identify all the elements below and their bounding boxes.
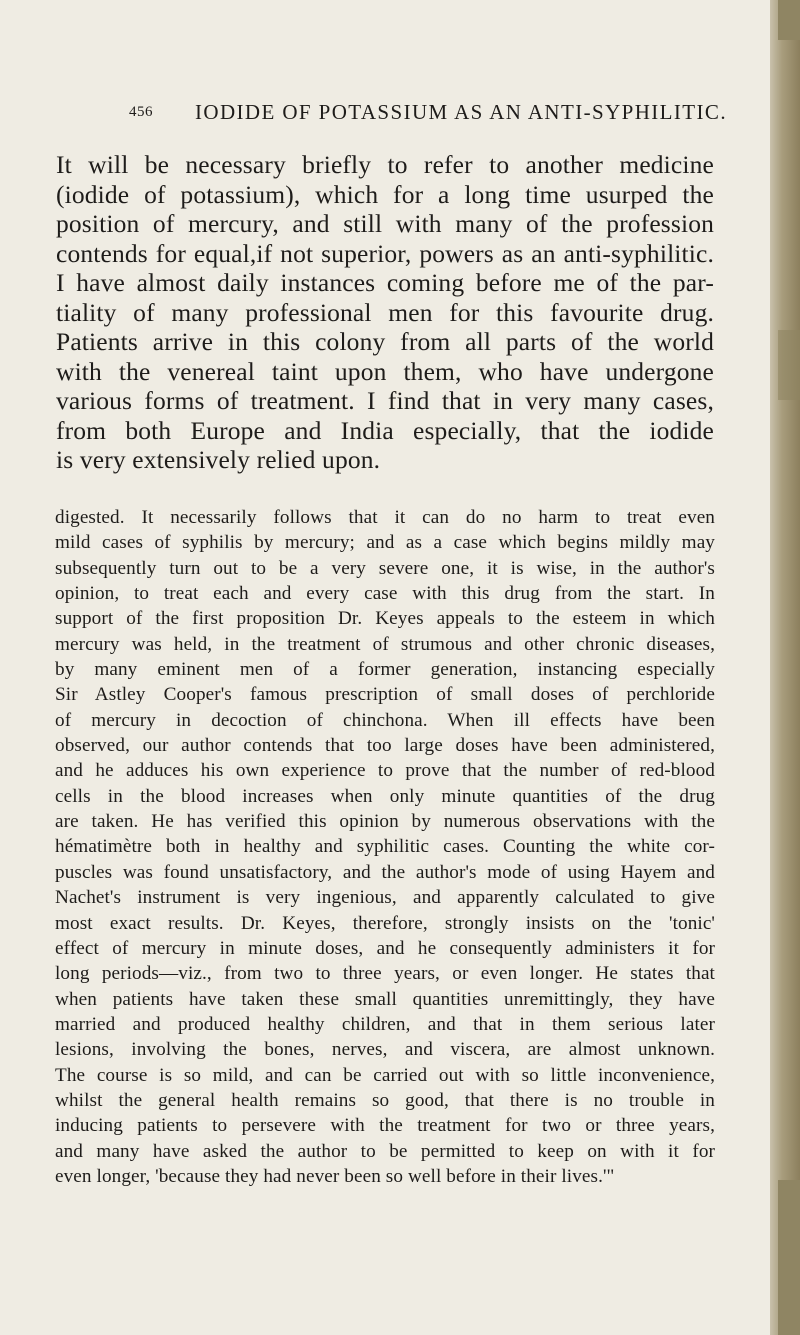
text-line: long periods—viz., from two to three years, or even longer. He states that bbox=[55, 963, 715, 985]
text-line: mild cases of syphilis by mercury; and as a case which begins mildly may bbox=[55, 532, 715, 554]
text-line: and many have asked the author to be permitted to keep on with it for bbox=[55, 1140, 715, 1162]
binding-shadow bbox=[778, 1180, 800, 1335]
text-line: hématimètre both in healthy and syphilitic cases. Counting the white cor- bbox=[55, 836, 715, 858]
text-line: support of the first proposition Dr. Keyes appeals to the esteem in which bbox=[55, 608, 715, 630]
text-line: even longer, 'because they had never been so well before in their lives.'" bbox=[55, 1165, 615, 1187]
text-line: I have almost daily instances coming before me of the par- bbox=[56, 268, 714, 297]
text-line: Nachet's instrument is very ingenious, and apparently calculated to give bbox=[55, 887, 715, 909]
binding-shadow bbox=[778, 330, 800, 400]
text-line: most exact results. Dr. Keyes, therefore, strongly insists on the 'tonic' bbox=[55, 912, 715, 934]
text-line: from both Europe and India especially, that the iodide bbox=[56, 415, 714, 445]
text-line: digested. It necessarily follows that it can do no harm to treat even bbox=[55, 507, 715, 528]
running-head: IODIDE OF POTASSIUM AS AN ANTI-SYPHILITIC. bbox=[195, 100, 727, 124]
page-edge-shadow bbox=[770, 0, 800, 1335]
text-line: opinion, to treat each and every case with this drug from the start. In bbox=[55, 583, 715, 605]
text-line: various forms of treatment. I find that in very many cases, bbox=[56, 386, 714, 415]
text-line: inducing patients to persevere with the treatment for two or three years, bbox=[55, 1115, 715, 1137]
text-line: cells in the blood increases when only minute quantities of the drug bbox=[55, 785, 715, 807]
text-line: contends for equal,if not superior, powers as an anti-syphilitic. bbox=[56, 238, 714, 268]
text-line: are taken. He has verified this opinion by numerous observations with the bbox=[55, 811, 715, 833]
text-line: and he adduces his own experience to prove that the number of red-blood bbox=[55, 760, 715, 782]
binding-shadow bbox=[778, 0, 800, 40]
body-paragraph-large bbox=[56, 150, 714, 475]
text-line: whilst the general health remains so good, that there is no trouble in bbox=[55, 1089, 715, 1111]
text-line: subsequently turn out to be a very severe one, it is wise, in the author's bbox=[55, 557, 715, 579]
text-line: The course is so mild, and can be carried out with so little inconvenience, bbox=[55, 1064, 715, 1086]
text-line: observed, our author contends that too large doses have been administered, bbox=[55, 735, 715, 757]
text-line: lesions, involving the bones, nerves, and viscera, are almost unknown. bbox=[55, 1039, 715, 1061]
text-line: Patients arrive in this colony from all parts of the world bbox=[56, 327, 714, 356]
text-line: It will be necessary briefly to refer to another medicine bbox=[56, 150, 714, 179]
text-line: puscles was found unsatisfactory, and the author's mode of using Hayem and bbox=[55, 861, 715, 883]
text-line: with the venereal taint upon them, who have undergone bbox=[56, 356, 714, 386]
text-line: of mercury in decoction of chinchona. When ill effects have been bbox=[55, 709, 715, 731]
text-line: married and produced healthy children, and that in them serious later bbox=[55, 1013, 715, 1035]
text-line: mercury was held, in the treatment of strumous and other chronic diseases, bbox=[55, 633, 715, 655]
page-header bbox=[129, 100, 727, 132]
body-paragraph-small bbox=[55, 505, 715, 1189]
text-line: by many eminent men of a former generation, instancing especially bbox=[55, 659, 715, 681]
text-line: effect of mercury in minute doses, and he consequently administers it for bbox=[55, 937, 715, 959]
text-line: (iodide of potassium), which for a long time usurped the bbox=[56, 179, 714, 209]
text-line: tiality of many professional men for this favourite drug. bbox=[56, 297, 714, 327]
text-line: position of mercury, and still with many of the profession bbox=[56, 209, 714, 238]
page-number: 456 bbox=[129, 104, 153, 120]
text-line: when patients have taken these small quantities unremittingly, they have bbox=[55, 988, 715, 1010]
text-line: is very extensively relied upon. bbox=[56, 445, 381, 474]
text-line: Sir Astley Cooper's famous prescription of small doses of perchloride bbox=[55, 684, 715, 706]
